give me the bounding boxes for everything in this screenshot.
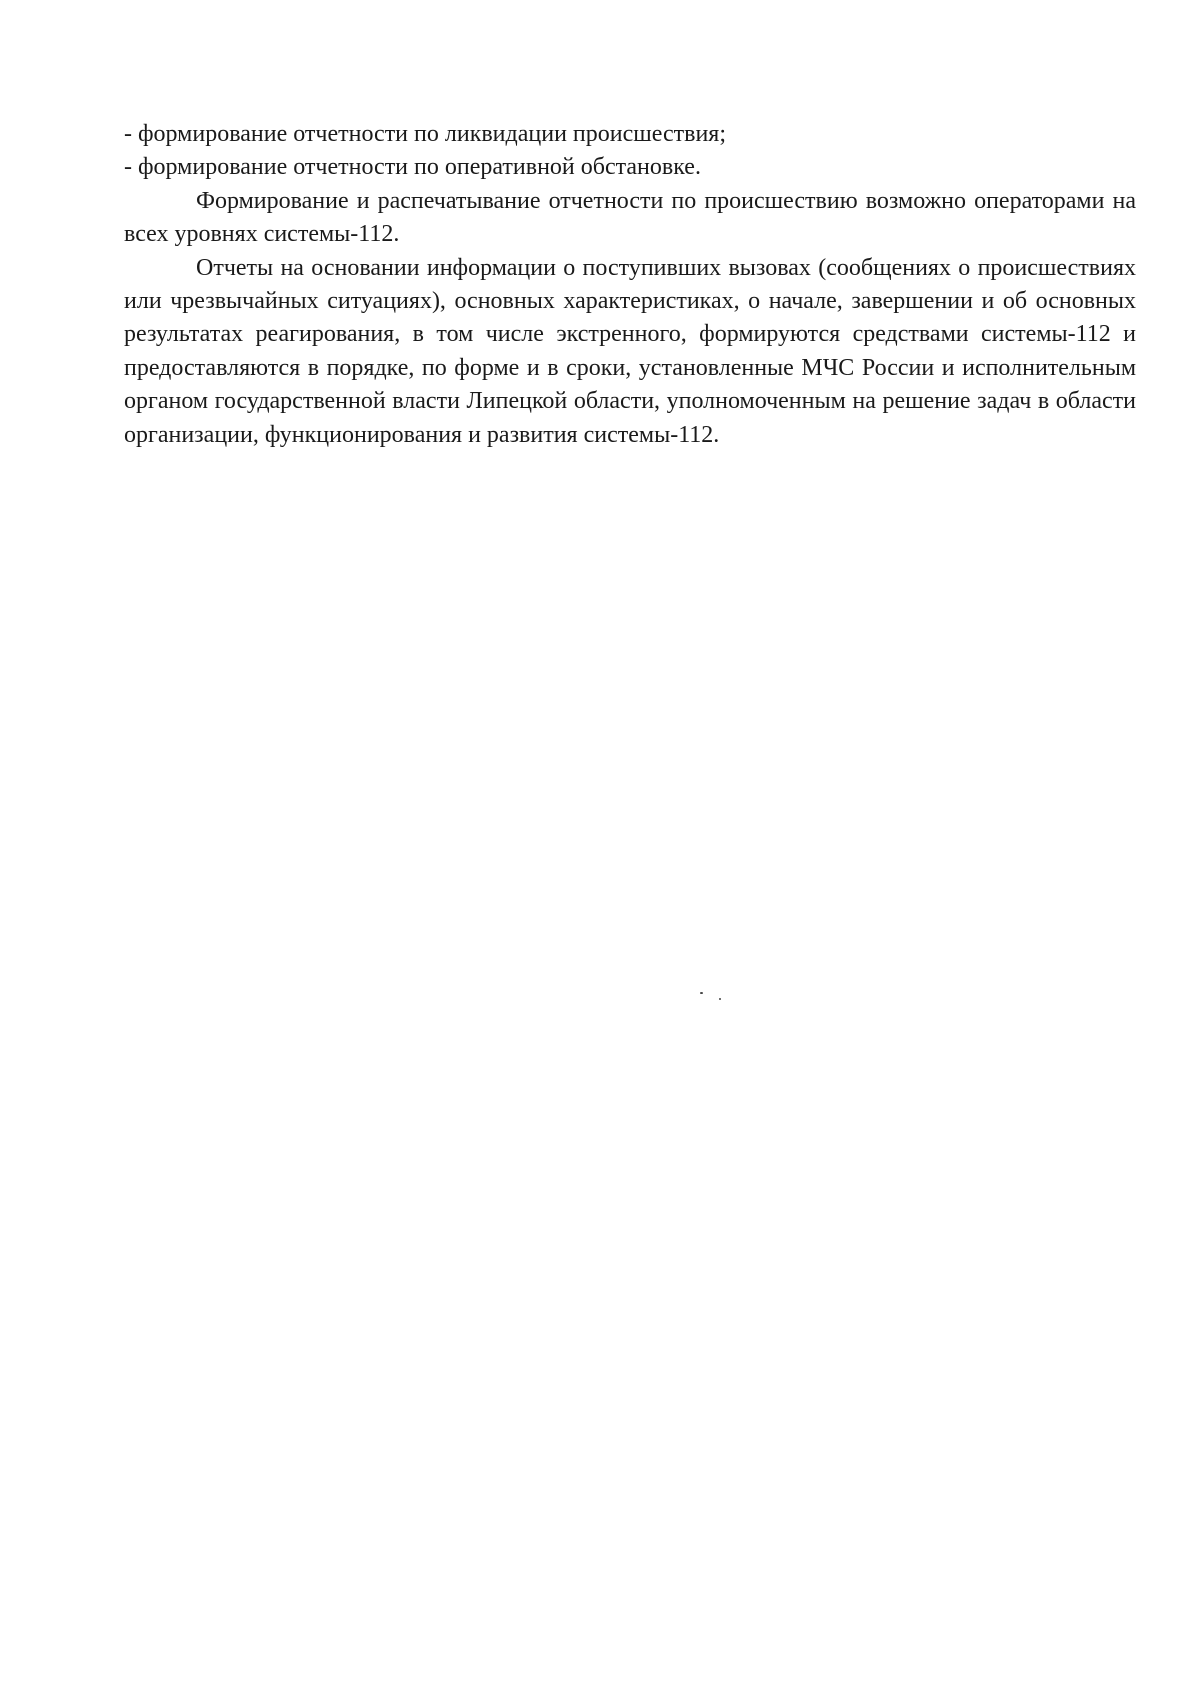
scan-speck bbox=[719, 998, 721, 1000]
list-item-operational-report: - формирование отчетности по оперативной обстановке. bbox=[124, 154, 701, 181]
paragraph-printing-reports: Формирование и распечатывание отчетности по происшествию возможно операторами на всех уровнях системы-112. bbox=[124, 187, 1136, 248]
document-body bbox=[124, 118, 1136, 452]
scan-specks bbox=[700, 992, 730, 1002]
list-item-liquidation-report: - формирование отчетности по ликвидации происшествия; bbox=[124, 121, 727, 147]
scan-speck bbox=[700, 992, 703, 994]
paragraph-report-generation: Отчеты на основании информации о поступивших вызовах (сообщениях о происшествиях или чрезвычайных ситуациях), основных характеристиках, о начале, завершении и об основных результатах реагирования, в том числе экстренного, формируются средствами системы-112 и предоставляются в порядке, по форме и в сроки, установленные МЧС России и исполнительным органом государственной власти Липецкой области, уполномоченным на решение задач в области организации, функционирования и развития системы-112. bbox=[124, 254, 1136, 448]
